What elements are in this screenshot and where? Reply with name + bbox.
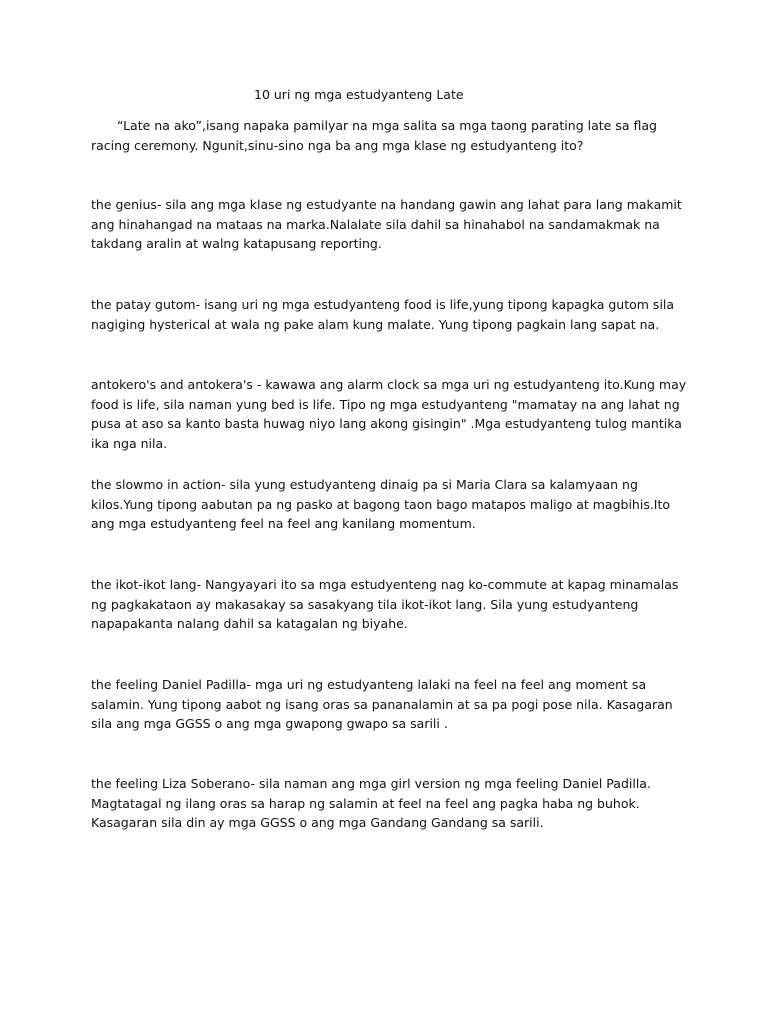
paragraph-ikot-ikot: the ikot-ikot lang- Nangyayari ito sa mga estudyenteng nag ko-commute at kapag minamalas ng pagkakataon ay makasakay sa sasakyang tila ikot-ikot lang. Sila yung estudyanteng napapakanta nalang dahil sa katagalan ng biyahe. — [91, 577, 679, 631]
paragraph-patay-gutom: the patay gutom- isang uri ng mga estudyanteng food is life,yung tipong kapagka gutom sila nagiging hysterical at wala ng pake alam kung malate. Yung tipong pagkain lang sapat na. — [91, 297, 675, 332]
paragraph-daniel-padilla: the feeling Daniel Padilla- mga uri ng estudyanteng lalaki na feel na feel ang moment sa salamin. Yung tipong aabot ng isang oras sa pananalamin at sa pa pogi pose nila. Kasagaran sila ang mga GGSS o ang mga gwapong gwapo sa sarili . — [91, 677, 673, 731]
paragraph-antokero: antokero's and antokera's - kawawa ang alarm clock sa mga uri ng estudyanteng ito.Kung may food is life, sila naman yung bed is life. Tipo ng mga estudyanteng "mamatay na ang lahat ng pusa at aso sa kanto basta huwag niyo lang akong gisingin" .Mga estudyanteng tulog mantika ika nga nila. — [91, 377, 687, 451]
paragraph-liza-soberano: the feeling Liza Soberano- sila naman ang mga girl version ng mga feeling Daniel Padilla. Magtatagal ng ilang oras sa harap ng salamin at feel na feel ang pagka haba ng buhok. Kasagaran sila din ay mga GGSS o ang mga Gandang Gandang sa sarili. — [91, 776, 651, 830]
intro-paragraph: “Late na ako”,isang napaka pamilyar na mga salita sa mga taong parating late sa flag racing ceremony. Ngunit,sinu-sino nga ba ang mga klase ng estudyanteng ito? — [91, 118, 657, 153]
document-title: 10 uri ng mga estudyanteng Late — [254, 87, 464, 102]
paragraph-genius: the genius- sila ang mga klase ng estudyante na handang gawin ang lahat para lang makamit ang hinahangad na mataas na marka.Nalalate sila dahil sa hinahabol na sandamakmak na takdang aralin at walng katapusang reporting. — [91, 197, 682, 251]
paragraph-slowmo: the slowmo in action- sila yung estudyanteng dinaig pa si Maria Clara sa kalamyaan ng kilos.Yung tipong aabutan pa ng pasko at bagong taon bago matapos maligo at magbihis.Ito ang mga estudyanteng feel na feel ang kanilang momentum. — [91, 477, 671, 531]
